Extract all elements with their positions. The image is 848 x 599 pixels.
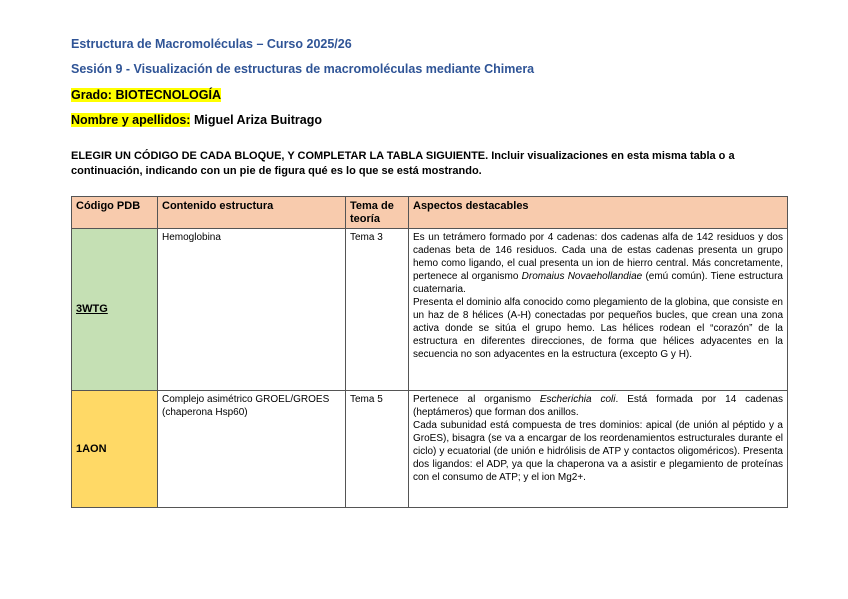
table-row [72,229,788,391]
topic-cell: Tema 5 [346,391,409,508]
student-name: Miguel Ariza Buitrago [193,113,322,127]
pdb-code-cell [72,229,158,391]
header-pdb-code: Código PDB [72,197,158,229]
session-title: Sesión 9 - Visualización de estructuras de macromoléculas mediante Chimera [71,62,535,76]
table-header-row [72,197,788,229]
instructions: ELEGIR UN CÓDIGO DE CADA BLOQUE, Y COMPLETAR LA TABLA SIGUIENTE. Incluir visualizaciones en esta misma tabla o a continuación, indicando con un pie de figura qué es lo que se está mostrando. [71,150,735,177]
content-cell: Complejo asimétrico GROEL/GROES (chaperona Hsp60) [158,391,346,508]
course-title: Estructura de Macromoléculas – Curso 2025/26 [71,37,352,51]
header-aspects: Aspectos destacables [409,197,788,229]
organism-name: Dromaius Novaehollandiae [521,271,643,282]
pdb-code: 3WTG [76,303,108,315]
aspects-paragraph [413,393,783,419]
aspects-paragraph: Cada subunidad está compuesta de tres dominios: apical (de unión al péptido y a GroES), bisagra (se va a encargar de los reordenamientos estructurales durante el ciclo) y ecuatorial (de unión e hidrólisis de ATP y contactos oligoméricos). Presenta dos ligandos: el ADP, ya que la chaperona va a asistir e plegamiento de proteínas con el consumo de ATP; y el ion Mg2+. [413,420,783,483]
pdb-code-cell [72,391,158,508]
aspects-text: Es un tetrámero formado por 4 cadenas: dos cadenas alfa de 142 residuos y dos cadenas beta de 146 residuos. Cada una de estas cadenas presenta un grupo hemo como ligando, el cual presenta un ion de hierro central. Más concretamente, pertenece al organismo [413,232,783,282]
content-cell: Hemoglobina [158,229,346,391]
header-topic: Tema de teoría [346,197,409,229]
degree-label: Grado: BIOTECNOLOGÍA [71,88,221,102]
table-row [72,391,788,508]
aspects-text: . Está formada por 14 cadenas (heptámeros) que forman dos anillos. [413,394,783,418]
aspects-text: Pertenece al organismo [413,394,540,405]
pdb-code: 1AON [76,442,107,455]
pdb-table [71,196,788,508]
aspects-text: (emú común). Tiene estructura cuaternaria. [413,271,783,295]
aspects-paragraph [413,231,783,296]
header-content: Contenido estructura [158,197,346,229]
name-label: Nombre y apellidos: [71,113,191,127]
organism-name: Escherichia coli [539,394,616,405]
topic-cell: Tema 3 [346,229,409,391]
aspects-cell [409,229,788,391]
degree-line [71,87,221,103]
aspects-paragraph: Presenta el dominio alfa conocido como plegamiento de la globina, que consiste en un haz de 8 hélices (A-H) conectadas por pequeños bucles, que crean una zona activa donde se sitúa el grupo hemo. Las hélices rodean el “corazón” de la estructura en diferentes direcciones, de forma que hélices adyacentes en la secuencia no son adyacentes en la estructura (excepto G y H). [413,297,783,360]
student-name-line [71,112,322,128]
aspects-cell [409,391,788,508]
